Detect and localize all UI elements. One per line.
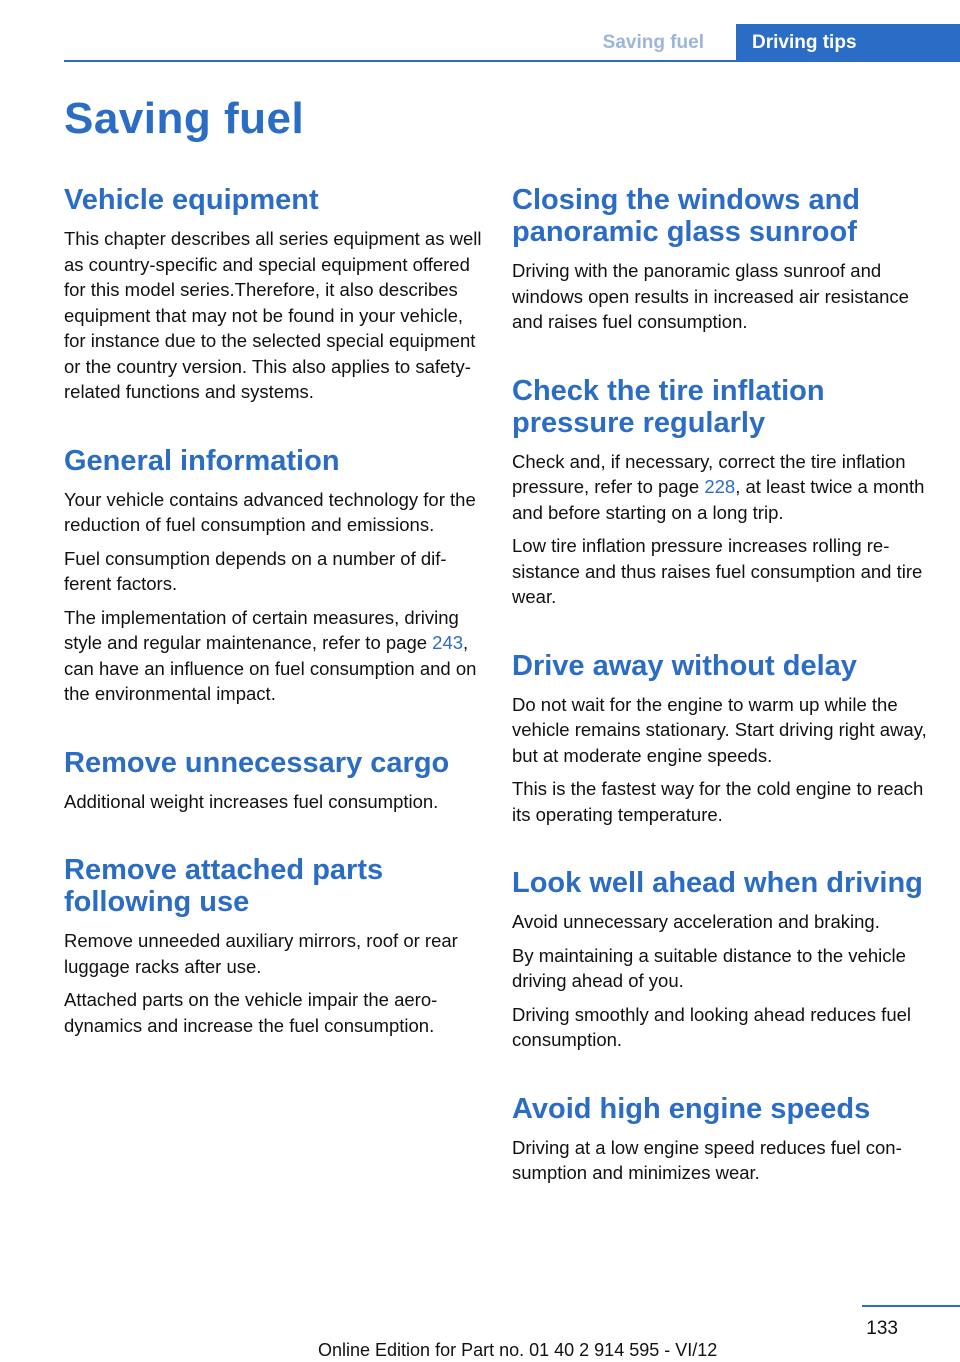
section-high-speeds	[512, 1093, 930, 1186]
heading-remove-cargo: Remove unnecessary cargo	[64, 746, 450, 779]
paragraph: By maintaining a suitable distance to the vehicle driving ahead of you.	[512, 944, 906, 991]
paragraph: Do not wait for the engine to warm up while the vehicle remains stationary. Start driving right away, but at moderate engine speeds.	[512, 693, 927, 766]
section-tab[interactable]: Saving fuel	[602, 32, 704, 53]
text: , can have an influence on fuel consumption and on the environmental impact.	[64, 632, 477, 704]
paragraph	[64, 605, 482, 707]
page-number: 133	[866, 1318, 898, 1339]
heading-closing-windows: Closing the windows and panoramic glass sunroof	[512, 184, 860, 248]
page-link-243[interactable]: 243	[432, 632, 464, 653]
paragraph: This chapter describes all series equipment as well as country-specific and special equipment offered for this model series.Therefore, it also describes equipment that may not be found in your vehicle, for instance due to the selected special equipment or the country version. This also applies to safety-related functions and systems.	[64, 228, 482, 402]
footer-edition: Online Edition for Part no. 01 40 2 914 595 - VI/12	[318, 1340, 718, 1360]
paragraph: Avoid unnecessary acceleration and braking.	[512, 911, 880, 932]
chapter-tab[interactable]: Driving tips	[736, 24, 960, 62]
section-vehicle-equipment	[64, 184, 482, 405]
text: , at least twice a month and before starting on a long trip.	[512, 476, 925, 523]
heading-tire-pressure: Check the tire inflation pressure regularly	[512, 374, 825, 439]
paragraph: Low tire inflation pressure increases rolling resistance and thus raises fuel consumption and tire wear.	[512, 535, 923, 607]
paragraph: Driving at a low engine speed reduces fuel consumption and minimizes wear.	[512, 1136, 902, 1183]
paragraph: Driving with the panoramic glass sunroof and windows open results in increased air resistance and raises fuel consumption.	[512, 260, 909, 332]
heading-vehicle-equipment: Vehicle equipment	[64, 184, 319, 216]
page-title: Saving fuel	[64, 94, 305, 143]
paragraph: Fuel consumption depends on a number of different factors.	[64, 547, 447, 594]
heading-drive-away: Drive away without delay	[512, 649, 857, 682]
heading-look-ahead: Look well ahead when driving	[512, 867, 923, 899]
page-link-228[interactable]: 228	[704, 476, 736, 497]
paragraph: Additional weight increases fuel consumption.	[64, 790, 439, 812]
heading-high-speeds: Avoid high engine speeds	[512, 1092, 871, 1125]
text: Check and, if necessary, correct the tire inflation pressure, refer to page	[512, 450, 906, 497]
section-drive-away	[512, 650, 930, 828]
heading-general-information: General information	[64, 444, 340, 477]
right-column	[512, 184, 930, 1226]
section-general-information	[64, 445, 482, 707]
heading-remove-parts: Remove attached parts following use	[64, 854, 384, 918]
section-look-ahead	[512, 867, 930, 1053]
section-tire-pressure	[512, 375, 930, 610]
section-remove-parts	[64, 854, 482, 1038]
paragraph: This is the fastest way for the cold engine to reach its operating temperature.	[512, 778, 924, 825]
paragraph: Remove unneeded auxiliary mirrors, roof or rear luggage racks after use.	[64, 930, 458, 977]
paragraph: Driving smoothly and looking ahead reduces fuel consumption.	[512, 1003, 912, 1050]
section-remove-cargo	[64, 747, 482, 815]
page-number-rule	[862, 1305, 960, 1307]
left-column	[64, 184, 482, 1078]
paragraph	[512, 449, 930, 526]
section-closing-windows	[512, 184, 930, 335]
text: The implementation of certain measures, driving style and regular maintenance, refer to page	[64, 606, 459, 653]
paragraph: Attached parts on the vehicle impair the aerodynamics and increase the fuel consumption.	[64, 989, 438, 1036]
paragraph: Your vehicle contains advanced technology for the reduction of fuel consumption and emissions.	[64, 488, 476, 535]
